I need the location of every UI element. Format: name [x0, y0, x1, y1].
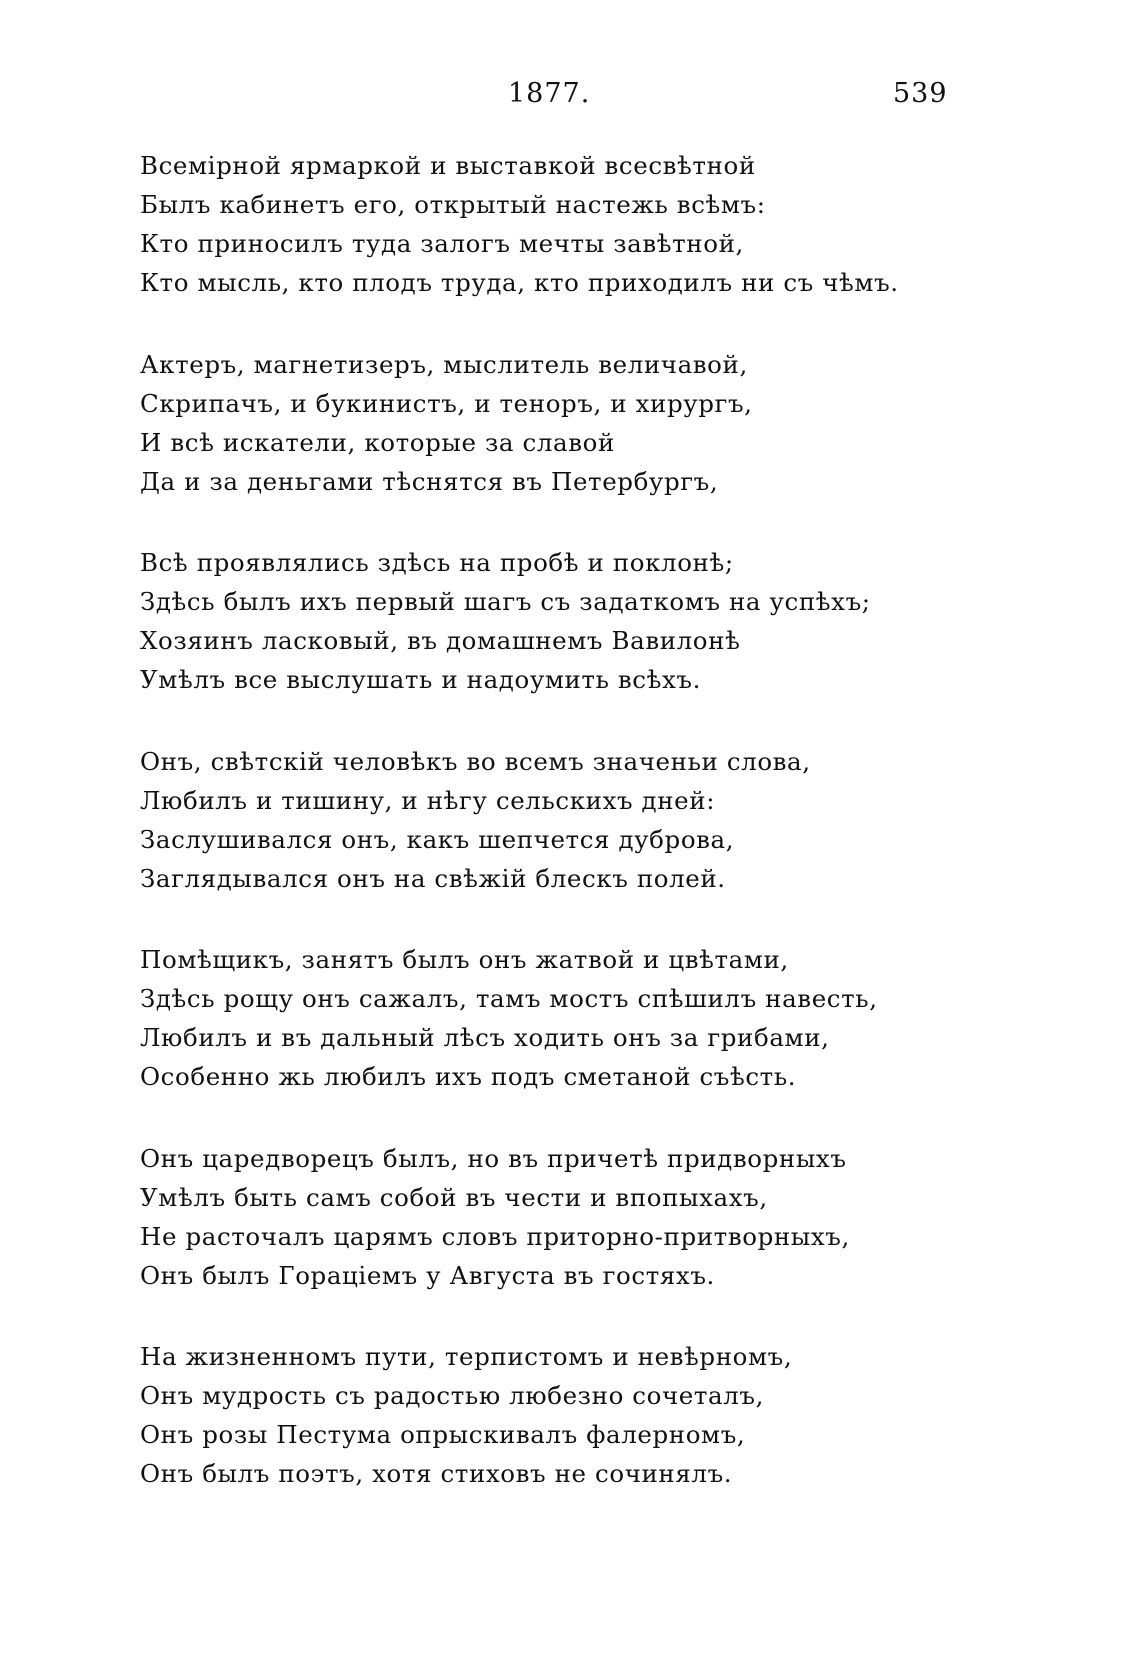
poem-line: Заслушивался онъ, какъ шепчется дуброва, [140, 824, 735, 854]
page-number: 539 [893, 78, 948, 109]
poem-line: Умѣлъ быть самъ собой въ чести и впопыхахъ, [140, 1182, 768, 1212]
poem-line: Хозяинъ ласковый, въ домашнемъ Вавилонѣ [140, 626, 741, 655]
poem-line: Всѣ проявлялись здѣсь на пробѣ и поклонѣ; [140, 548, 734, 577]
poem-line: Помѣщикъ, занятъ былъ онъ жатвой и цвѣтами, [140, 945, 789, 974]
header-year: 1877. [508, 78, 591, 109]
poem-line: Всемірной ярмаркой и выставкой всесвѣтной [140, 151, 756, 180]
poem-line: Онъ мудрость съ радостью любезно сочеталъ, [140, 1381, 764, 1410]
poem-line: Умѣлъ все выслушать и надоумить всѣхъ. [140, 665, 701, 694]
poem-line: Не расточалъ царямъ словъ приторно-притворныхъ, [140, 1221, 850, 1251]
poem-line: Онъ былъ Гораціемъ у Августа въ гостяхъ. [140, 1260, 715, 1290]
poem-line: Здѣсь былъ ихъ первый шагъ съ задаткомъ на успѣхъ; [140, 587, 871, 616]
poem-line: Любилъ и въ дальный лѣсъ ходить онъ за грибами, [140, 1023, 830, 1052]
poem-line: Скрипачъ, и букинистъ, и теноръ, и хирургъ, [140, 388, 753, 418]
poem-line: Да и за деньгами тѣснятся въ Петербургъ, [140, 466, 719, 496]
poem-line: Особенно жь любилъ ихъ подъ сметаной съѣсть. [140, 1062, 797, 1091]
poem-line: Былъ кабинетъ его, открытый настежь всѣмъ: [140, 190, 766, 219]
stanza-3 [140, 543, 1040, 699]
poem-line: Кто приносилъ туда залогъ мечты завѣтной, [140, 229, 744, 258]
poem-line: Онъ розы Пестума опрыскивалъ фалерномъ, [140, 1420, 746, 1449]
stanza-7 [140, 1337, 1040, 1493]
running-header [0, 78, 1140, 118]
poem-line: Онъ царедворецъ былъ, но въ причетѣ придворныхъ [140, 1143, 847, 1173]
poem-line: И всѣ искатели, которые за славой [140, 427, 615, 457]
poem-line: На жизненномъ пути, терпистомъ и невѣрномъ, [140, 1342, 793, 1371]
poem [140, 146, 1040, 1536]
poem-line: Кто мысль, кто плодъ труда, кто приходилъ ни съ чѣмъ. [140, 268, 899, 297]
poem-line: Любилъ и тишину, и нѣгу сельскихъ дней: [140, 785, 716, 815]
poem-line: Онъ, свѣтскій человѣкъ во всемъ значеньи слова, [140, 746, 811, 776]
stanza-1 [140, 146, 1040, 302]
poem-line: Здѣсь рощу онъ сажалъ, тамъ мостъ спѣшилъ навесть, [140, 984, 878, 1013]
poem-line: Актеръ, магнетизеръ, мыслитель величавой, [140, 349, 748, 379]
poem-line: Заглядывался онъ на свѣжій блескъ полей. [140, 863, 726, 893]
stanza-6 [140, 1139, 1040, 1295]
stanza-5 [140, 940, 1040, 1096]
stanza-4 [140, 742, 1040, 898]
poem-line: Онъ былъ поэтъ, хотя стиховъ не сочинялъ. [140, 1459, 733, 1488]
stanza-2 [140, 345, 1040, 501]
